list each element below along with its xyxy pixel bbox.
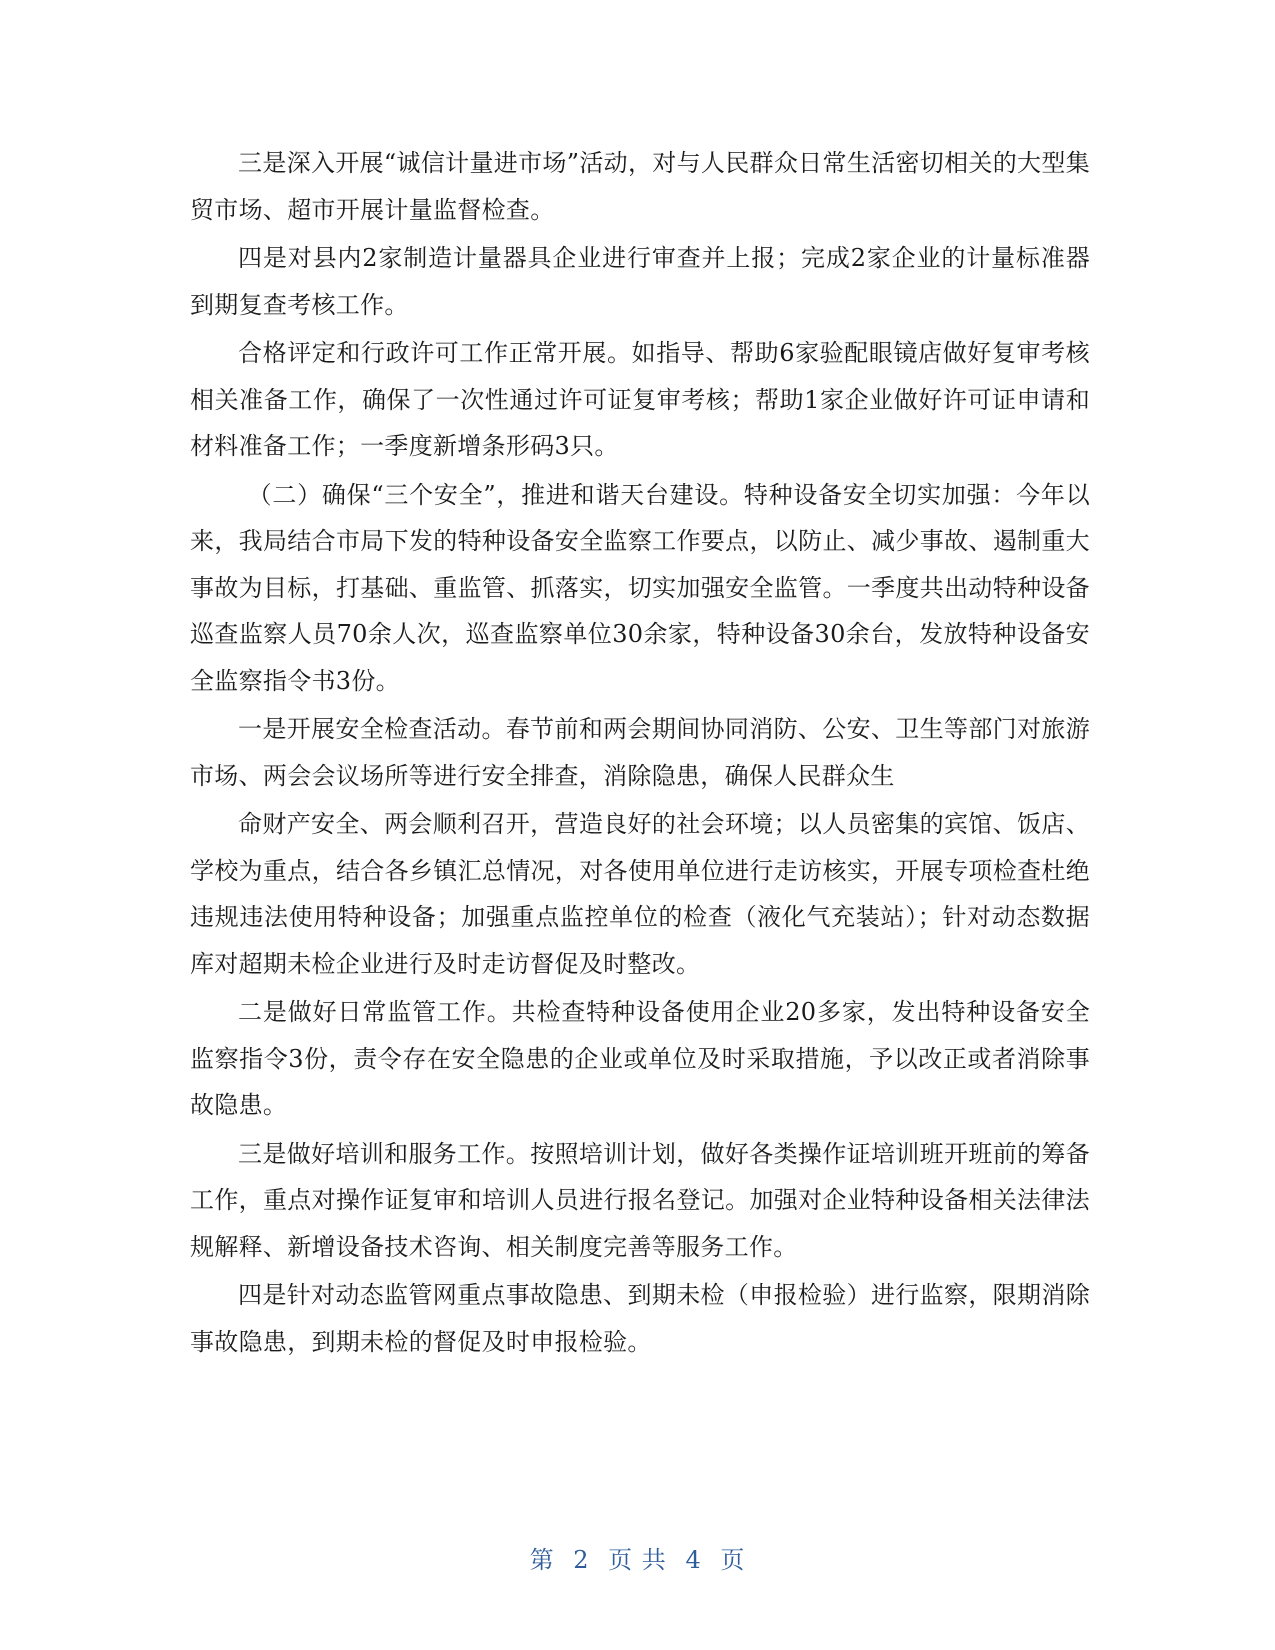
paragraph-4: （二）确保“三个安全”，推进和谐天台建设。特种设备安全切实加强：今年以来，我局结合市局下发的特种设备安全监察工作要点，以防止、减少事故、遏制重大事故为目标，打基础、重监管、抓落实，切实加强安全监管。一季度共出动特种设备巡查监察人员70余人次，巡查监察单位30余家，特种设备30余台，发放特种设备安全监察指令书3份。 [190, 480, 1090, 695]
paragraph-1: 三是深入开展“诚信计量进市场”活动，对与人民群众日常生活密切相关的大型集贸市场、超市开展计量监督检查。 [190, 149, 1090, 224]
page-footer [0, 1540, 1275, 1575]
paragraph-3: 合格评定和行政许可工作正常开展。如指导、帮助6家验配眼镜店做好复审考核相关准备工作，确保了一次性通过许可证复审考核；帮助1家企业做好许可证申请和材料准备工作；一季度新增条形码3只。 [190, 339, 1090, 460]
footer-current-page: 2 [573, 1546, 590, 1574]
document-body [190, 140, 1090, 1367]
footer-suffix: 页 [720, 1546, 746, 1574]
paragraph-5: 一是开展安全检查活动。春节前和两会期间协同消防、公安、卫生等部门对旅游市场、两会会议场所等进行安全排查，消除隐患，确保人民群众生 [190, 715, 1090, 790]
paragraph-9: 四是针对动态监管网重点事故隐患、到期未检（申报检验）进行监察，限期消除事故隐患，到期未检的督促及时申报检验。 [190, 1281, 1090, 1356]
footer-total-pages: 4 [685, 1546, 702, 1574]
paragraph-8: 三是做好培训和服务工作。按照培训计划，做好各类操作证培训班开班前的筹备工作，重点对操作证复审和培训人员进行报名登记。加强对企业特种设备相关法律法规解释、新增设备技术咨询、相关制度完善等服务工作。 [190, 1139, 1090, 1261]
paragraph-6: 命财产安全、两会顺利召开，营造良好的社会环境；以人员密集的宾馆、饭店、学校为重点，结合各乡镇汇总情况，对各使用单位进行走访核实，开展专项检查杜绝违规违法使用特种设备；加强重点监控单位的检查（液化气充装站）；针对动态数据库对超期未检企业进行及时走访督促及时整改。 [190, 810, 1090, 978]
paragraph-2: 四是对县内2家制造计量器具企业进行审查并上报；完成2家企业的计量标准器到期复查考核工作。 [190, 244, 1090, 319]
footer-middle: 页 共 [608, 1546, 667, 1574]
footer-prefix: 第 [529, 1546, 555, 1574]
paragraph-7: 二是做好日常监管工作。共检查特种设备使用企业20多家，发出特种设备安全监察指令3份，责令存在安全隐患的企业或单位及时采取措施，予以改正或者消除事故隐患。 [190, 998, 1090, 1119]
